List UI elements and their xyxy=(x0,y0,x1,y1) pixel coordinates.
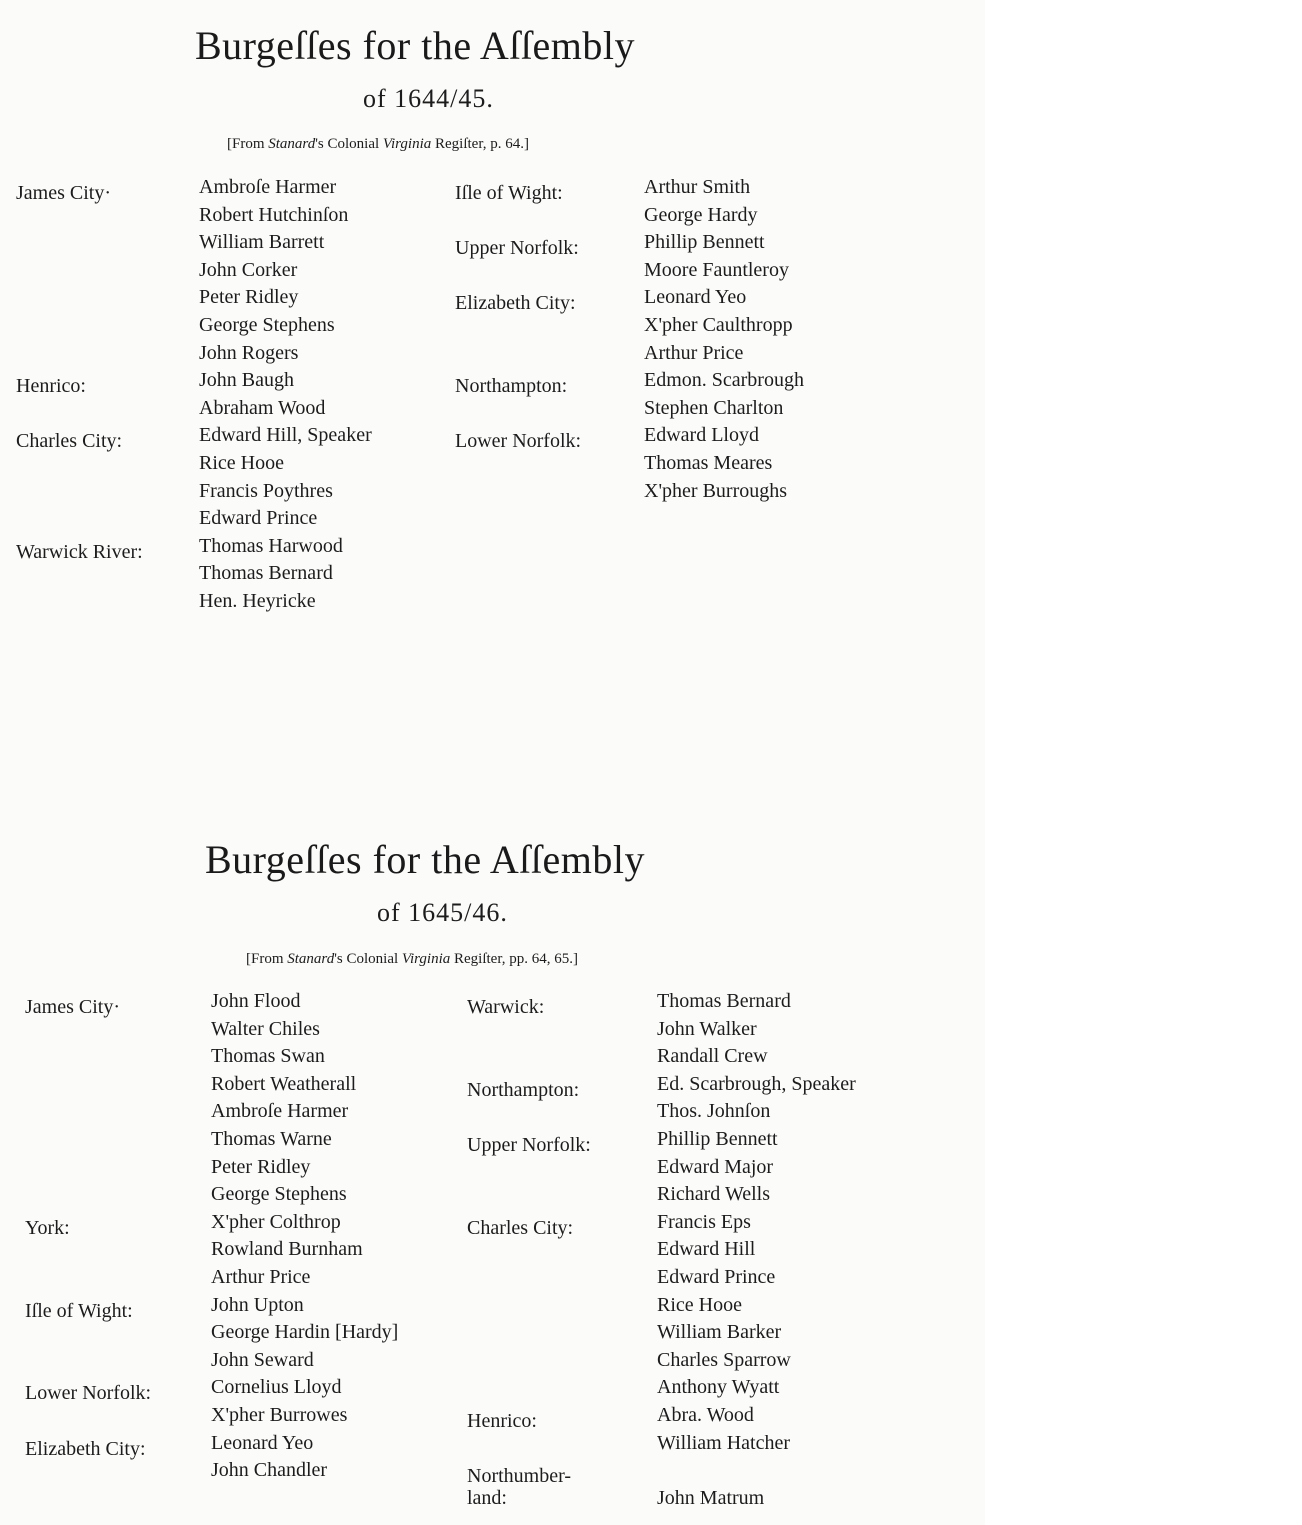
burgess-name: Thomas Swan xyxy=(211,1045,325,1068)
burgess-name: John Walker xyxy=(657,1017,757,1040)
burgess-name: Walter Chiles xyxy=(211,1017,320,1040)
district-label: Henrico: xyxy=(467,1410,537,1432)
burgess-name: Edward Lloyd xyxy=(644,424,759,447)
burgess-name: George Stephens xyxy=(211,1183,347,1206)
burgess-name: John Corker xyxy=(199,258,298,281)
burgess-name: William Barker xyxy=(657,1321,782,1344)
burgess-name: Abraham Wood xyxy=(199,396,326,419)
burgess-name: Rice Hooe xyxy=(199,452,284,474)
section-year: of 1644/45. xyxy=(363,84,494,113)
district-label: Warwick: xyxy=(467,996,545,1018)
burgess-name: John Seward xyxy=(211,1348,314,1371)
burgess-name: Arthur Price xyxy=(211,1266,311,1288)
burgess-name: X'pher Burrowes xyxy=(211,1404,348,1426)
district-label: Charles City: xyxy=(16,430,123,453)
district-label: Upper Norfolk: xyxy=(455,237,579,260)
source-citation: [From Stanard's Colonial Virginia Regiſter, p. 64.] xyxy=(227,136,529,152)
burgess-name: Arthur Price xyxy=(644,341,744,364)
district-label: Northampton: xyxy=(467,1078,580,1101)
burgess-name: Hen. Heyricke xyxy=(199,590,316,612)
district-label: Lower Norfolk: xyxy=(25,1382,152,1405)
burgess-name: Phillip Bennett xyxy=(644,231,765,254)
burgess-name: Ambroſe Harmer xyxy=(211,1100,349,1123)
burgess-name: George Hardy xyxy=(644,203,758,226)
burgess-name: John Matrum xyxy=(657,1486,765,1509)
burgess-name: Francis Eps xyxy=(657,1210,751,1233)
burgess-name: Edward Prince xyxy=(657,1266,776,1288)
section-year: of 1645/46. xyxy=(377,898,508,927)
source-citation: [From Stanard's Colonial Virginia Regiſter, pp. 64, 65.] xyxy=(246,951,578,967)
burgess-name: X'pher Caulthropp xyxy=(644,314,793,336)
burgess-name: Thomas Meares xyxy=(644,452,773,474)
burgess-name: Thomas Warne xyxy=(211,1128,332,1150)
burgess-name: Ed. Scarbrough, Speaker xyxy=(657,1072,856,1095)
burgess-name: Cornelius Lloyd xyxy=(211,1376,342,1399)
burgess-name: Richard Wells xyxy=(657,1183,770,1206)
burgess-name: Edward Hill, Speaker xyxy=(199,424,372,447)
burgess-name: John Baugh xyxy=(199,369,294,392)
burgess-name: Leonard Yeo xyxy=(644,286,747,309)
burgess-name: Moore Fauntleroy xyxy=(644,258,789,281)
burgess-name: Arthur Smith xyxy=(644,176,751,198)
district-label: Elizabeth City: xyxy=(25,1437,146,1460)
burgess-name: Anthony Wyatt xyxy=(657,1376,780,1399)
district-label: James City· xyxy=(25,996,120,1018)
burgess-name: Robert Weatherall xyxy=(211,1072,357,1095)
burgess-name: Francis Poythres xyxy=(199,479,333,502)
district-label: Northumber- land: xyxy=(467,1465,572,1510)
page-margin xyxy=(985,0,1302,1525)
burgess-name: Edward Hill xyxy=(657,1238,756,1261)
burgess-name: Edward Prince xyxy=(199,507,318,530)
burgess-name: George Hardin [Hardy] xyxy=(211,1321,399,1344)
section-title: Burgeſſes for the Aſſembly xyxy=(195,23,635,68)
district-label: James City· xyxy=(16,182,111,204)
district-label: Warwick River: xyxy=(16,540,143,563)
burgess-name: Rice Hooe xyxy=(657,1293,742,1316)
burgess-name: Edward Major xyxy=(657,1155,774,1178)
burgess-name: John Chandler xyxy=(211,1459,328,1482)
burgess-name: Thomas Bernard xyxy=(199,562,333,585)
district-label: Lower Norfolk: xyxy=(455,430,582,453)
district-label: Charles City: xyxy=(467,1216,574,1239)
burgess-name: Stephen Charlton xyxy=(644,396,784,419)
section-title: Burgeſſes for the Aſſembly xyxy=(205,837,645,882)
burgess-name: John Rogers xyxy=(199,341,299,364)
district-label: Upper Norfolk: xyxy=(467,1134,591,1156)
burgess-name: Robert Hutchinſon xyxy=(199,203,349,226)
burgess-name: John Flood xyxy=(211,990,301,1012)
burgess-name: Edmon. Scarbrough xyxy=(644,369,804,392)
burgess-name: X'pher Burroughs xyxy=(644,479,788,502)
burgess-name: William Hatcher xyxy=(657,1431,791,1454)
district-label: Henrico: xyxy=(16,375,86,398)
burgess-name: Randall Crew xyxy=(657,1045,768,1068)
burgess-name: Leonard Yeo xyxy=(211,1431,314,1454)
burgess-name: Ambroſe Harmer xyxy=(199,176,337,198)
district-label: York: xyxy=(25,1216,70,1239)
burgess-name: Abra. Wood xyxy=(657,1404,754,1426)
burgess-name: Thomas Bernard xyxy=(657,990,791,1012)
burgess-name: John Upton xyxy=(211,1293,304,1316)
burgess-name: Peter Ridley xyxy=(199,286,299,309)
district-label: Elizabeth City: xyxy=(455,292,576,315)
burgess-name: William Barrett xyxy=(199,231,325,254)
burgess-name: Thomas Harwood xyxy=(199,534,343,557)
burgess-name: Peter Ridley xyxy=(211,1155,311,1178)
burgess-name: X'pher Colthrop xyxy=(211,1210,341,1233)
district-label: Northampton: xyxy=(455,375,568,398)
district-label: Iſle of Wight: xyxy=(25,1299,133,1322)
burgess-name: Charles Sparrow xyxy=(657,1348,791,1371)
burgess-name: Phillip Bennett xyxy=(657,1128,778,1150)
burgess-name: Rowland Burnham xyxy=(211,1238,363,1261)
burgess-name: Thos. Johnſon xyxy=(657,1100,771,1123)
district-label: Iſle of Wight: xyxy=(455,182,563,204)
burgess-name: George Stephens xyxy=(199,314,335,336)
